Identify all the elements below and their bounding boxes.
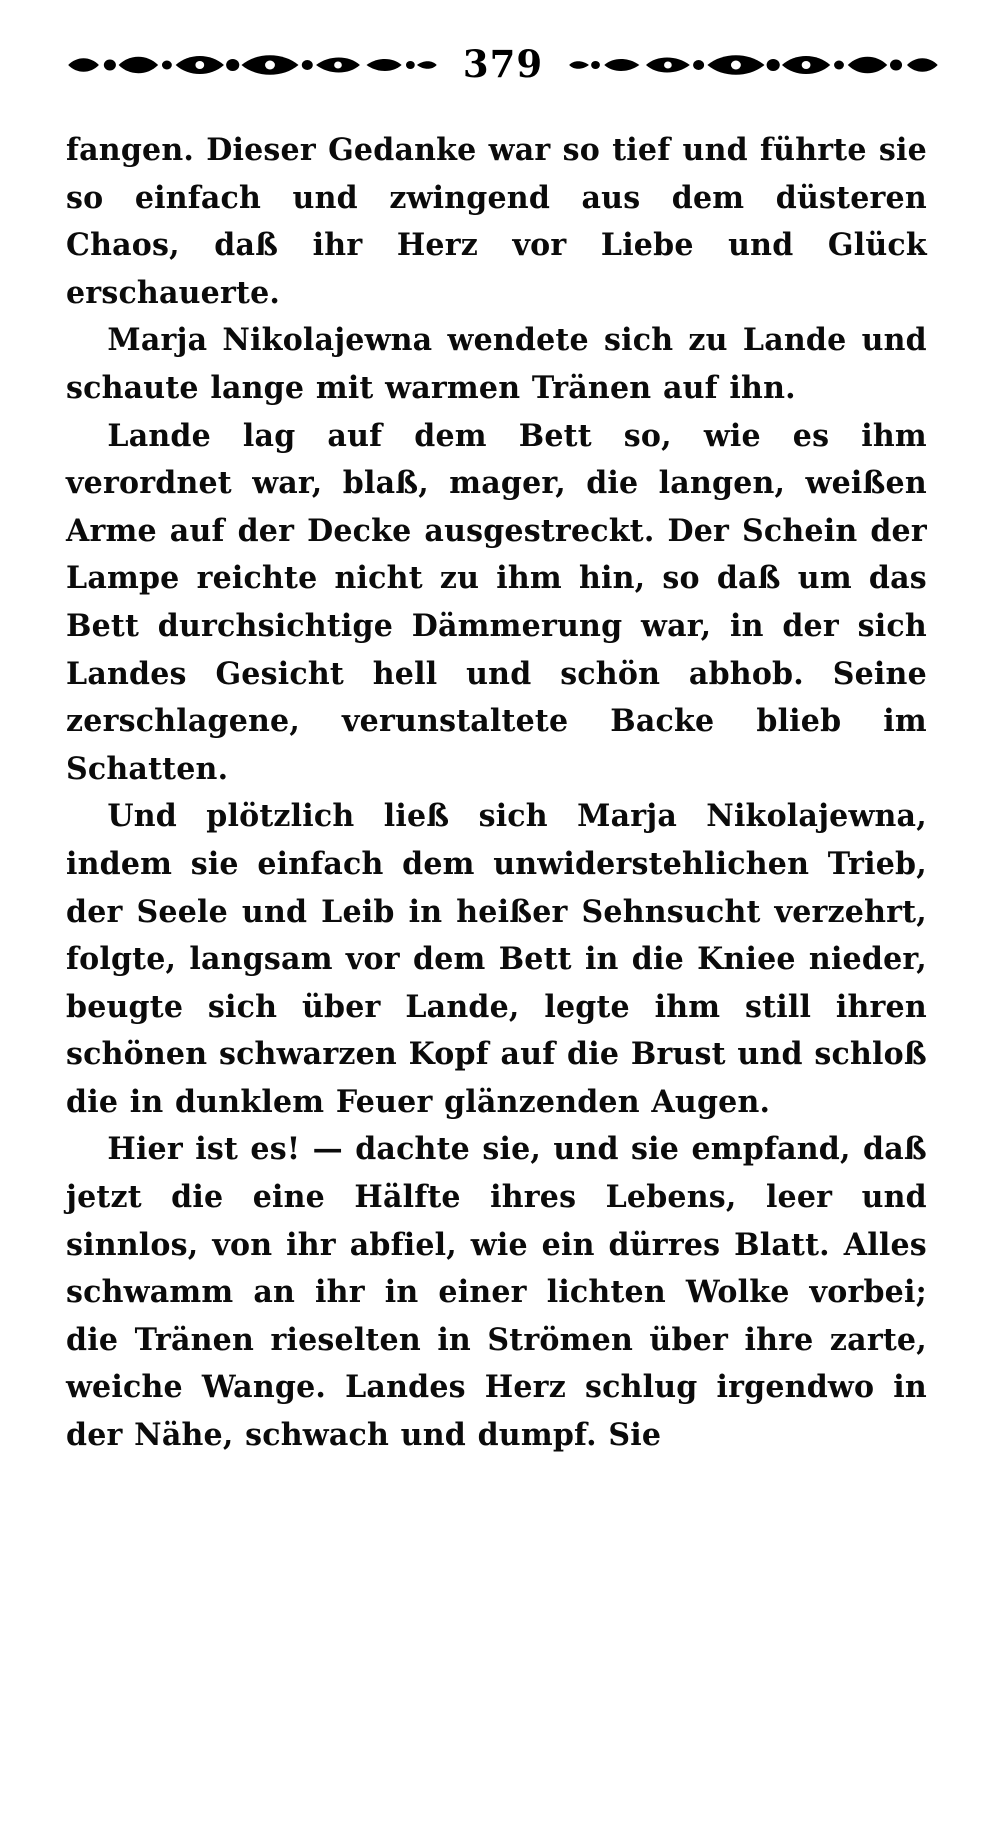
ornament-left-icon bbox=[66, 50, 439, 80]
page-body bbox=[66, 127, 940, 1460]
paragraph: fangen. Dieser Gedanke war so tief und führte sie so einfach und zwingend aus dem düsteren Chaos, daß ihr Herz vor Liebe und Glück erschauerte. bbox=[66, 132, 927, 311]
page-header bbox=[0, 42, 1006, 86]
book-page bbox=[0, 42, 1006, 1824]
paragraph: Hier ist es! — dachte sie, und sie empfand, daß jetzt die eine Hälfte ihres Lebens, leer und sinnlos, von ihr abfiel, wie ein dürres Blatt. Alles schwamm an ihr in einer lichten Wolke vorbei; die Tränen rieselten in Strömen über ihre zarte, weiche Wange. Landes Herz schlug irgendwo in der Nähe, schwach und dumpf. Sie bbox=[66, 1131, 927, 1454]
ornament-right-icon bbox=[567, 50, 940, 80]
page-number: 379 bbox=[462, 42, 544, 86]
paragraph: Und plötzlich ließ sich Marja Nikolajewna, indem sie einfach dem unwiderstehlichen Trieb, der Seele und Leib in heißer Sehnsucht verzehrt, folgte, langsam vor dem Bett in die Kniee nieder, beugte sich über Lande, legte ihm still ihren schönen schwarzen Kopf auf die Brust und schloß die in dunklem Feuer glänzenden Augen. bbox=[66, 798, 927, 1120]
paragraph: Lande lag auf dem Bett so, wie es ihm verordnet war, blaß, mager, die langen, weißen Arme auf der Decke ausgestreckt. Der Schein der Lampe reichte nicht zu ihm hin, so daß um das Bett durchsichtige Dämmerung war, in der sich Landes Gesicht hell und schön abhob. Seine zerschlagene, verunstaltete Backe blieb im Schatten. bbox=[66, 417, 927, 787]
paragraph: Marja Nikolajewna wendete sich zu Lande und schaute lange mit warmen Tränen auf ihn. bbox=[66, 322, 927, 406]
